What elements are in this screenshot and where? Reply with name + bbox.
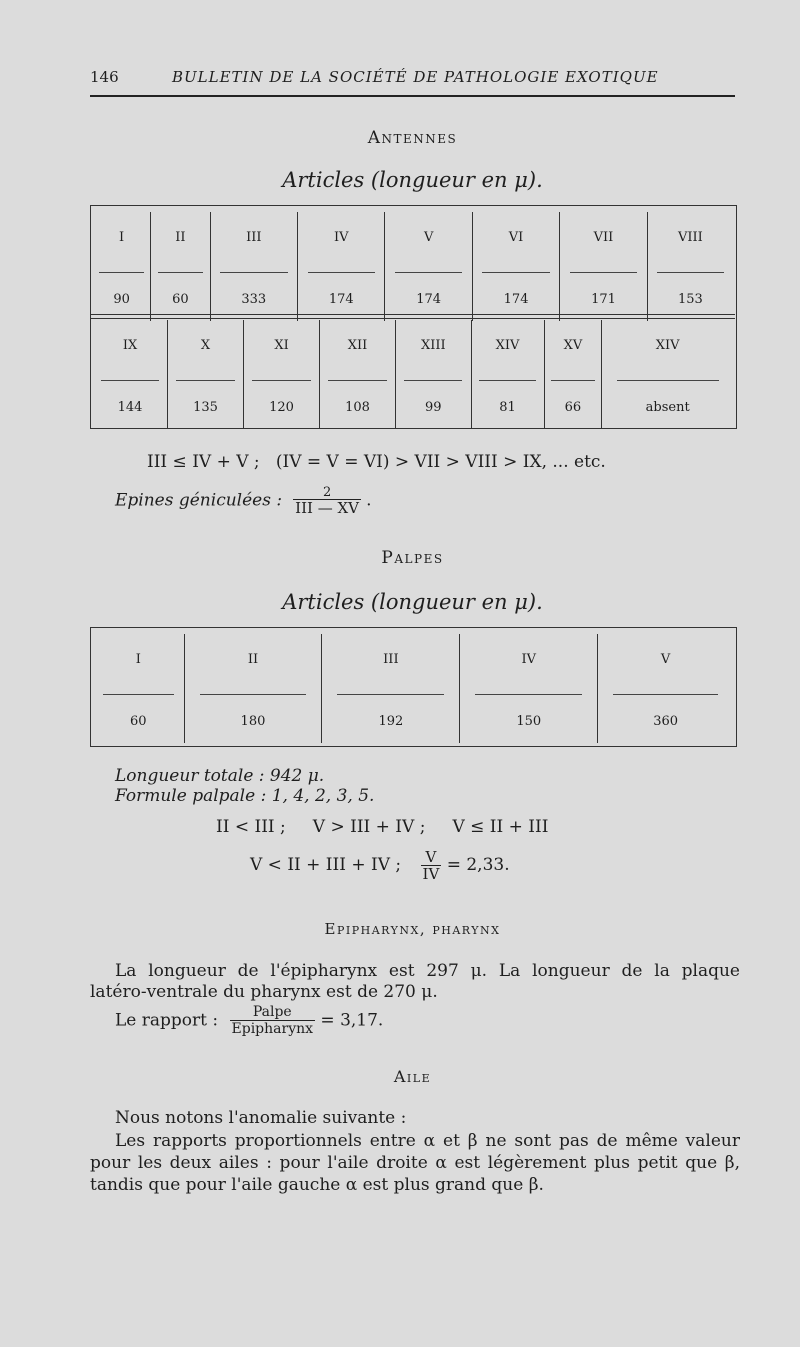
v-over-iv-fraction [421, 849, 442, 882]
longueur-totale: Longueur totale : 942 μ. [115, 766, 325, 786]
formule-palpale: Formule palpale : 1, 4, 2, 3, 5. [115, 786, 375, 806]
palpes-inequality-2-right: = 2,33. [446, 855, 510, 875]
aile-line-4: tandis que pour l'aile gauche α est plus grand que β. [90, 1175, 544, 1195]
epines-numerator: 2 [322, 485, 332, 500]
palpe-label-cell: II [184, 634, 322, 684]
epines-label: Epines géniculées : [115, 490, 283, 511]
rapport-numerator: Palpe [252, 1004, 292, 1020]
palpe-label-cell: IV [460, 634, 598, 684]
antenne-label-cell: XI [244, 320, 320, 370]
antenne-label-cell: VII [560, 212, 647, 262]
antenne-value-cell: 333 [210, 277, 297, 321]
aile-line-2: Les rapports proportionnels entre α et β ne sont pas de même valeur [115, 1131, 740, 1151]
antennes-inequality: III ≤ IV + V ; (IV = V = VI) > VII > VIII > IX, ... etc. [147, 452, 606, 472]
antenne-value-cell: 174 [472, 277, 559, 321]
antennes-table-row2 [93, 320, 733, 429]
antenne-label-cell: X [168, 320, 244, 370]
antennes-heading: Antennes [367, 128, 458, 148]
antenne-label-cell: VIII [647, 212, 733, 262]
antennes-table-row1 [93, 212, 733, 321]
epipharynx-line-1: La longueur de l'épipharynx est 297 μ. La longueur de la plaque [115, 961, 740, 981]
rapport-value: = 3,17. [320, 1010, 384, 1031]
antenne-value-cell: 144 [117, 399, 143, 415]
aile-line-3: pour les deux ailes : pour l'aile droite α est légèrement plus petit que β, [90, 1153, 740, 1173]
antenne-label-cell: I [119, 229, 125, 245]
rapport-fraction [230, 1004, 316, 1037]
epipharynx-heading: Epipharynx, pharynx [324, 920, 501, 938]
fraction-denominator: IV [422, 865, 440, 883]
antenne-label-cell: XIV [471, 320, 544, 370]
palpes-inequality-1: II < III ; V > III + IV ; V ≤ II + III [216, 817, 549, 837]
antenne-value-cell: 174 [298, 277, 385, 321]
antenne-label-cell: XIV [602, 320, 733, 370]
epines-end: . [366, 490, 372, 511]
antennes-subheading: Articles (longueur en μ). [282, 168, 543, 192]
antenne-label-cell: XII [320, 320, 396, 370]
antenne-label-cell: IX [122, 337, 138, 353]
antenne-value-cell: 108 [320, 385, 396, 429]
palpe-label-cell: V [598, 634, 733, 684]
epines-fraction [293, 486, 361, 516]
journal-title: BULLETIN DE LA SOCIÉTÉ DE PATHOLOGIE EXOTIQUE [172, 68, 659, 86]
epipharynx-line-2: latéro-ventrale du pharynx est de 270 μ. [90, 982, 438, 1002]
palpes-inequality-2-left: V < II + III + IV ; [250, 855, 402, 875]
antenne-label-cell: XV [544, 320, 602, 370]
antenne-value-cell: 171 [560, 277, 647, 321]
palpe-value-cell: 60 [129, 713, 147, 729]
palpe-label-cell: I [135, 651, 141, 667]
epines-formula [115, 486, 372, 516]
aile-heading: Aile [393, 1067, 432, 1086]
aile-line-1: Nous notons l'anomalie suivante : [115, 1108, 407, 1128]
antenne-value-cell: absent [602, 385, 733, 429]
antenne-value-cell: 120 [244, 385, 320, 429]
palpes-heading: Palpes [381, 548, 444, 568]
rapport-denominator: Epipharynx [231, 1021, 314, 1037]
antenne-value-cell: 174 [385, 277, 472, 321]
antenne-value-cell: 90 [113, 291, 130, 307]
antenne-label-cell: IV [298, 212, 385, 262]
palpes-subheading: Articles (longueur en μ). [282, 590, 543, 614]
antenne-label-cell: VI [472, 212, 559, 262]
rapport-formula [115, 1004, 383, 1037]
rapport-label: Le rapport : [115, 1010, 219, 1031]
antenne-value-cell: 60 [151, 277, 210, 321]
antenne-value-cell: 135 [168, 385, 244, 429]
antenne-value-cell: 81 [471, 385, 544, 429]
header-rule [90, 95, 735, 97]
antenne-value-cell: 99 [396, 385, 472, 429]
antenne-label-cell: II [151, 212, 210, 262]
antenne-label-cell: V [385, 212, 472, 262]
palpe-value-cell: 150 [460, 699, 598, 743]
palpes-inequality-2 [250, 849, 510, 882]
palpes-table [93, 634, 733, 743]
palpe-value-cell: 360 [598, 699, 733, 743]
page-number: 146 [90, 68, 119, 86]
fraction-numerator: V [425, 848, 437, 866]
running-header [90, 68, 735, 90]
antenne-label-cell: XIII [396, 320, 472, 370]
antenne-label-cell: III [210, 212, 297, 262]
palpe-value-cell: 180 [184, 699, 322, 743]
epines-denominator: III — XV [295, 499, 359, 517]
antenne-value-cell: 153 [647, 277, 733, 321]
palpe-value-cell: 192 [322, 699, 460, 743]
antenne-value-cell: 66 [544, 385, 602, 429]
palpe-label-cell: III [322, 634, 460, 684]
antennes-table-separator [90, 314, 735, 319]
